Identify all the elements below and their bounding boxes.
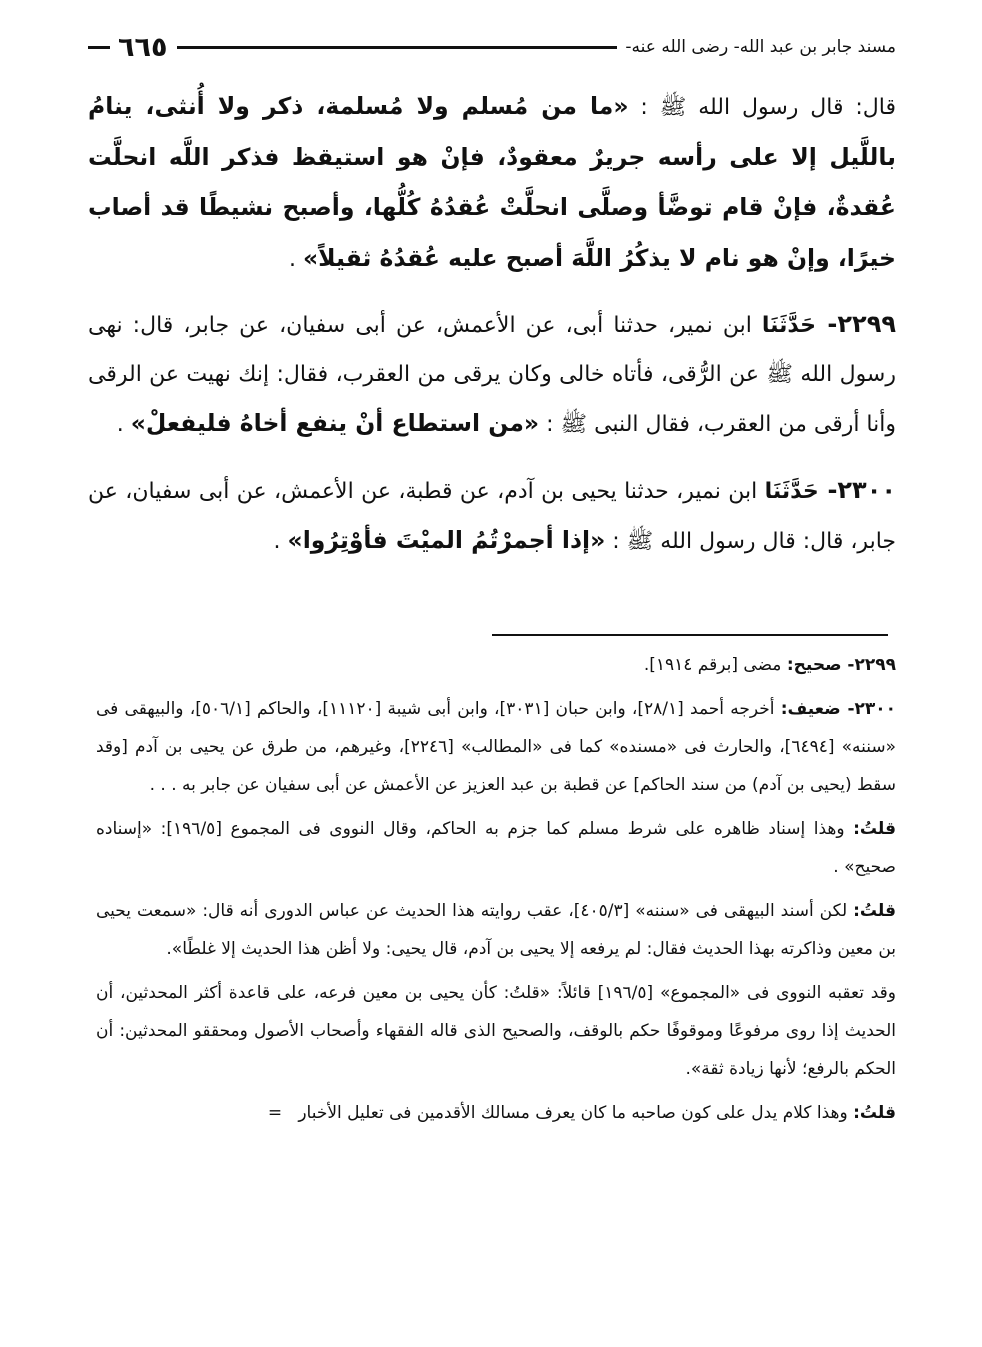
hadith-matn: «ما من مُسلم ولا مُسلمة، ذكر ولا أُنثى، ينامُ باللَّيل إلا على رأسه جريرٌ معقودٌ، فإنْ هو استيقظ فذكر اللَّه انحلَّت عُقدةٌ، فإنْ قام توضَّأ وصلَّى انحلَّتْ عُقدُهُ كُلُّها، وأصبح نشيطًا قد أصاب خيرًا، وإنْ هو نام لا يذكُرُ اللَّهَ أصبح عليه عُقدُهُ ثقيلاً» [88,92,896,272]
footnotes [96,646,896,1132]
footnote-label: قلتُ: [853,1103,896,1123]
footnote-text: وهذا إسناد ظاهره على شرط مسلم كما جزم به الحاكم، وقال النووى فى المجموع [١٩٦/٥]: «إسناده صحيح» . [96,819,896,877]
footnote-2300 [96,690,896,804]
hadith-isnad: ابن نمير، حدثنا أبى، عن الأعمش، عن أبى سفيان، عن جابر، قال: نهى رسول الله ﷺ عن الرُّقى، فأتاه خالى وكان يرقى من العقرب، فقال: إنك نهيت عن الرقى وأنا أرقى من العقرب، فقال النبى ﷺ : [88,313,896,437]
footnote-2299 [96,646,896,684]
footnote-separator [492,634,888,636]
running-title: مسند جابر بن عبد الله- رضى الله عنه- [625,37,896,57]
footnote-comment-4 [96,1094,896,1132]
footnote-label: ٢٢٩٩- صحيح: [786,655,896,675]
hadith-number: ٢٢٩٩ [837,310,896,338]
hadith-dash: - [815,310,838,338]
footnote-comment-1 [96,810,896,886]
hadith-isnad: ابن نمير، حدثنا يحيى بن آدم، عن قطبة، عن الأعمش، عن أبى سفيان، عن جابر، قال: قال رسول الله ﷺ : [88,478,896,554]
hadith-2299 [88,300,896,450]
footnote-comment-3 [96,974,896,1088]
footnote-text: وهذا كلام يدل على كون صاحبه ما كان يعرف مسالك الأقدمين فى تعليل الأخبار [298,1103,854,1123]
footnote-label: ٢٣٠٠- ضعيف: [780,699,897,719]
page-number: ٦٦٥ [118,31,168,63]
footnote-text: مضى [برقم ١٩١٤]. [643,655,787,675]
hadith-tail: . [288,246,303,272]
haddathana: حَدَّثَنَا [764,478,819,504]
hadith-tail: . [116,412,131,437]
header-rule [177,46,617,49]
footnote-comment-2 [96,892,896,968]
hadith-tail: . [273,529,288,554]
hadith-matn: «إذا أجمرْتُمُ الميْتَ فأوْتِرُوا» [287,526,606,554]
header-dash [88,46,110,49]
haddathana: حَدَّثَنَا [761,313,816,338]
footnote-text: وقد تعقبه النووى فى «المجموع» [١٩٦/٥] قائلاً: «قلتُ: كأن يحيى بن معين فرعه، على قاعدة أكثر المحدثين، أن الحديث إذا روى مرفوعًا وموقوفًا حكم بالوقف، والصحيح الذى قاله الفقهاء وأصحاب الأصول ومحققو المحدثين: أن الحكم بالرفع؛ لأنها زيادة ثقة». [96,983,897,1079]
footnote-label: قلتُ: [853,819,896,839]
main-text [88,82,896,567]
footnote-text: لكن أسند البيهقى فى «سننه» [٤٠٥/٣]، عقب روايته هذا الحديث عن عباس الدورى أنه قال: «سمعت يحيى بن معين وذاكرته بهذا الحديث فقال: لم يرفعه إلا يحيى بن آدم، قال يحيى: ولا أظن هذا الحديث إلا غلطًا». [96,901,896,959]
hadith-continuation [88,82,896,284]
footnote-label: قلتُ: [853,901,896,921]
continuation-mark: = [267,1103,283,1123]
footnote-text: أخرجه أحمد [٢٨/١]، وابن حبان [٣٠٣١]، وابن أبى شيبة [١١١٢٠]، والحاكم [٥٠٦/١]، والبيهقى فى «سننه» [٦٤٩٤]، والحارث فى «مسنده» كما فى «المطالب» [٢٢٤٦]، وغيرهم، من طرق عن يحيى بن آدم [وقد سقط (يحيى بن آدم) من سند الحاكم] عن قطبة بن عبد العزيز عن الأعمش عن أبى سفيان عن جابر به . . . [96,699,896,795]
hadith-intro: قال: قال رسول الله ﷺ : [628,95,896,120]
hadith-matn: «من استطاع أنْ ينفع أخاهُ فليفعلْ» [130,409,540,437]
hadith-dash: - [818,475,838,504]
hadith-2300 [88,466,896,567]
page-header [88,30,896,64]
hadith-number: ٢٣٠٠ [837,475,896,504]
